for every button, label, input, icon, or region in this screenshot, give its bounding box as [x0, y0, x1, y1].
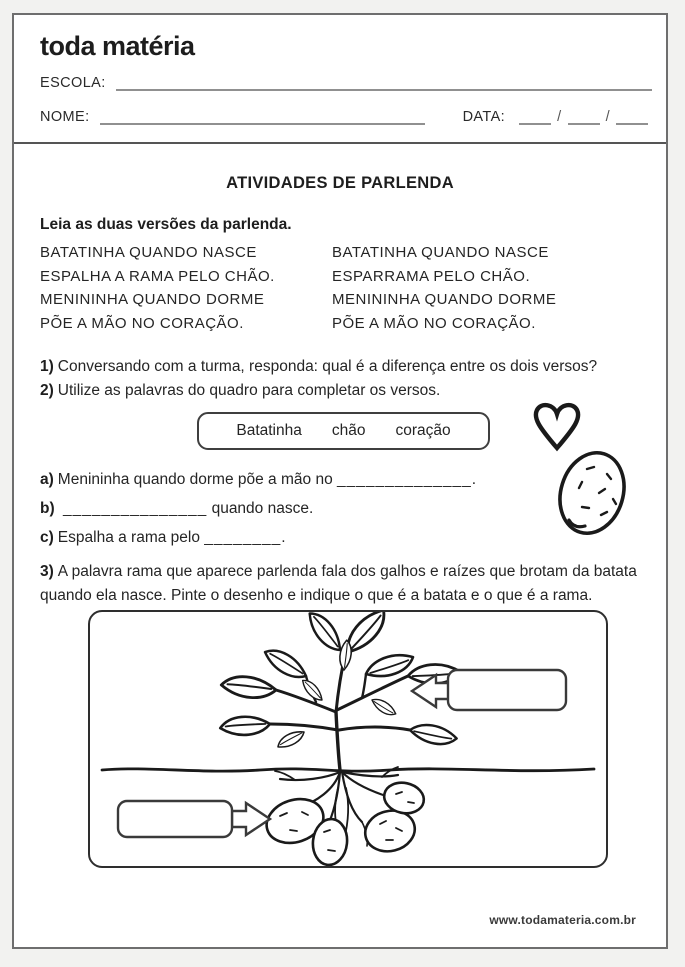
verse-line: BATATINHA QUANDO NASCE [332, 244, 549, 261]
date-group [463, 107, 652, 125]
name-label: NOME: [40, 109, 90, 125]
rama-label [412, 670, 566, 710]
date-slash: / [605, 109, 610, 125]
batata-label-box[interactable] [118, 801, 232, 837]
underground-potatoes [261, 779, 427, 866]
fill-item-c-text: Espalha a rama pelo [57, 529, 200, 546]
date-label: DATA: [462, 109, 506, 125]
school-input-line[interactable] [116, 73, 652, 91]
question-1-number: 1) [40, 358, 54, 375]
batata-label [118, 801, 270, 837]
verse-line: PÕE A MÃO NO CORAÇÃO. [40, 314, 244, 332]
verse-line: BATATINHA QUANDO NASCE [40, 244, 257, 261]
fill-item-a-label: a) [40, 471, 54, 488]
fill-item-b-after: quando nasce. [207, 500, 314, 517]
questions [14, 355, 666, 403]
verse-line: MENININHA QUANDO DORME [40, 291, 265, 308]
word-bank-word: Batatinha [236, 422, 302, 439]
fill-item-c-after: . [281, 529, 286, 546]
header [14, 15, 666, 144]
fill-item-b-blank[interactable]: _______________ [62, 500, 208, 517]
parlenda-verses [40, 241, 666, 335]
date-day-line[interactable] [519, 107, 551, 125]
heart-icon [533, 401, 581, 453]
question-3-number: 3) [40, 563, 54, 580]
fill-item-c-label: c) [40, 529, 54, 546]
school-row [40, 73, 652, 91]
name-row [40, 107, 652, 125]
question-2 [40, 379, 640, 403]
question-1 [40, 355, 640, 379]
toda-materia-logo: toda matéria [40, 31, 195, 61]
school-label: ESCOLA: [40, 75, 106, 91]
verse-line: MENININHA QUANDO DORME [332, 291, 557, 308]
question-2-text: Utilize as palavras do quadro para completar os versos. [57, 382, 441, 399]
block-arrow-right-icon [232, 803, 270, 835]
date-slash: / [557, 109, 562, 125]
word-bank-word: coração [395, 422, 451, 439]
verse-line: ESPALHA A RAMA PELO CHÃO. [40, 267, 275, 285]
verse-line: ESPARRAMA PELO CHÃO. [332, 267, 531, 285]
fill-item-b-label: b) [40, 500, 55, 517]
verse-line: PÕE A MÃO NO CORAÇÃO. [332, 314, 536, 332]
intro-instruction: Leia as duas versões da parlenda. [40, 216, 292, 233]
potato-plant-drawing [90, 612, 606, 866]
fill-item-a-text: Menininha quando dorme põe a mão no [57, 471, 333, 488]
rama-label-box[interactable] [448, 670, 566, 710]
page-title: ATIVIDADES DE PARLENDA [226, 174, 454, 192]
plant-illustration-box [88, 610, 608, 868]
name-input-line[interactable] [100, 107, 425, 125]
question-2-number: 2) [40, 382, 54, 399]
potato-icon [549, 447, 635, 539]
fill-item-a-after: . [471, 471, 476, 488]
date-month-line[interactable] [568, 107, 600, 125]
verse-right-column [332, 241, 624, 335]
worksheet-page [12, 13, 668, 949]
question-1-text: Conversando com a turma, responda: qual é a diferença entre os dois versos? [57, 358, 598, 375]
fill-item-c-blank[interactable]: ________ [204, 529, 282, 546]
word-bank-box [197, 412, 490, 450]
fill-item-a-blank[interactable]: ______________ [337, 471, 472, 488]
question-3-text: A palavra rama que aparece parlenda fala dos galhos e raízes que brotam da batata quando ela nasce. Pinte o desenho e indique o que é a batata e o que é a rama. [40, 563, 637, 604]
date-year-line[interactable] [616, 107, 648, 125]
footer-url: www.todamateria.com.br [489, 913, 636, 927]
verse-left-column [40, 241, 332, 335]
word-bank-word: chão [331, 422, 366, 439]
worksheet-body [14, 144, 666, 947]
ground-line [102, 769, 594, 771]
question-3 [40, 560, 640, 607]
